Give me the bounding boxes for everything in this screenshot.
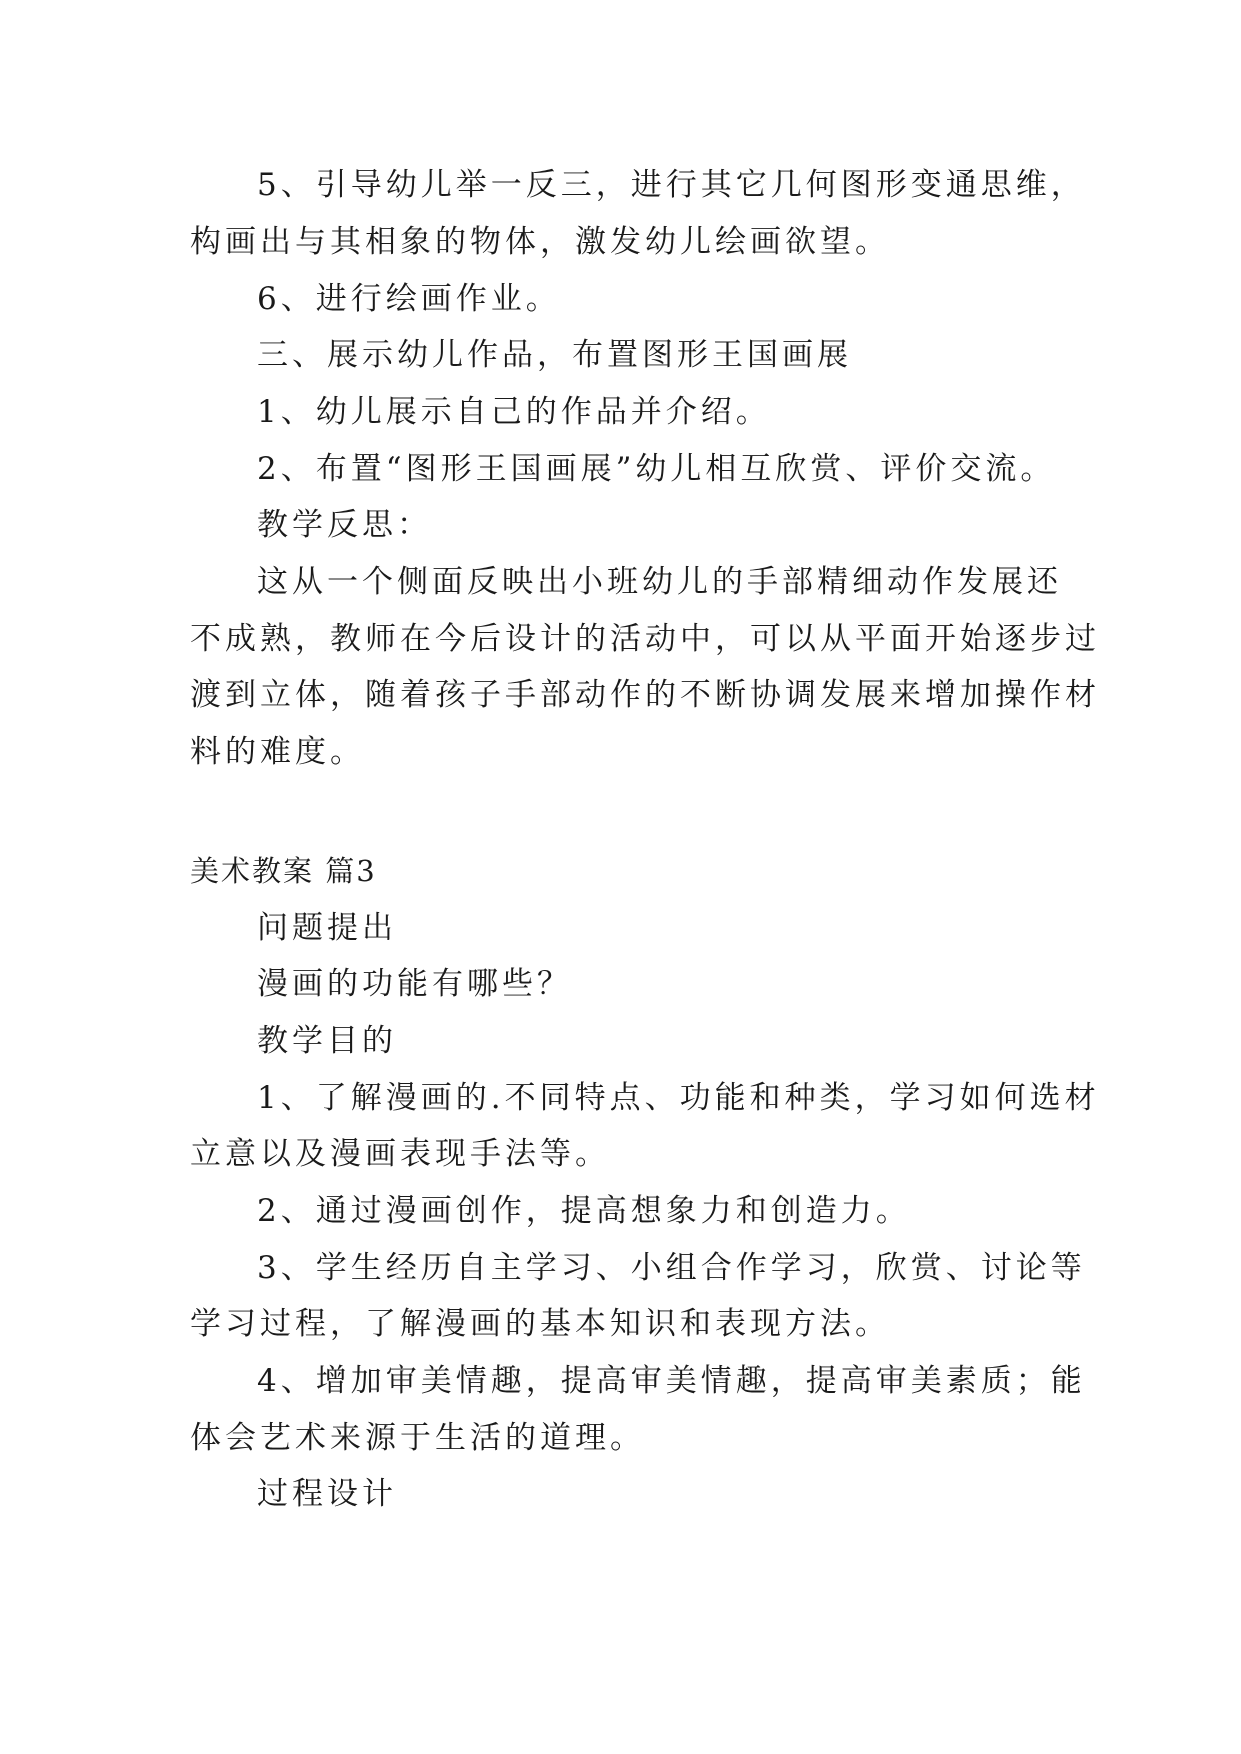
lesson-title: 美术教案 篇3 (190, 854, 377, 888)
section-heading: 三、展示幼儿作品，布置图形王国画展 (257, 337, 852, 373)
subheading: 教学反思： (257, 507, 432, 543)
paragraph-line: 5、引导幼儿举一反三，进行其它几何图形变通思维， (257, 167, 1086, 203)
paragraph-line: 这从一个侧面反映出小班幼儿的手部精细动作发展还 (257, 564, 1062, 600)
paragraph-line: 料的难度。 (190, 734, 365, 770)
paragraph-line: 4、增加审美情趣，提高审美情趣，提高审美素质；能 (257, 1363, 1086, 1399)
paragraph-line: 2、通过漫画创作，提高想象力和创造力。 (257, 1193, 911, 1229)
paragraph-line: 2、布置“图形王国画展”幼儿相互欣赏、评价交流。 (257, 451, 1056, 487)
paragraph-line: 立意以及漫画表现手法等。 (190, 1136, 610, 1172)
paragraph-line: 构画出与其相象的物体，激发幼儿绘画欲望。 (190, 224, 890, 260)
paragraph-line: 渡到立体，随着孩子手部动作的不断协调发展来增加操作材 (190, 677, 1100, 713)
paragraph-line: 1、了解漫画的.不同特点、功能和种类，学习如何选材 (257, 1080, 1100, 1116)
paragraph-line: 6、进行绘画作业。 (257, 281, 561, 317)
subheading: 教学目的 (257, 1023, 397, 1059)
subheading: 问题提出 (257, 910, 397, 946)
subheading: 过程设计 (257, 1476, 397, 1512)
paragraph-line: 1、幼儿展示自己的作品并介绍。 (257, 394, 771, 430)
paragraph-line: 不成熟，教师在今后设计的活动中，可以从平面开始逐步过 (190, 621, 1100, 657)
paragraph-line: 3、学生经历自主学习、小组合作学习，欣赏、讨论等 (257, 1250, 1086, 1286)
paragraph-line: 学习过程，了解漫画的基本知识和表现方法。 (190, 1306, 890, 1342)
paragraph-line: 漫画的功能有哪些？ (257, 966, 572, 1002)
paragraph-line: 体会艺术来源于生活的道理。 (190, 1420, 645, 1456)
